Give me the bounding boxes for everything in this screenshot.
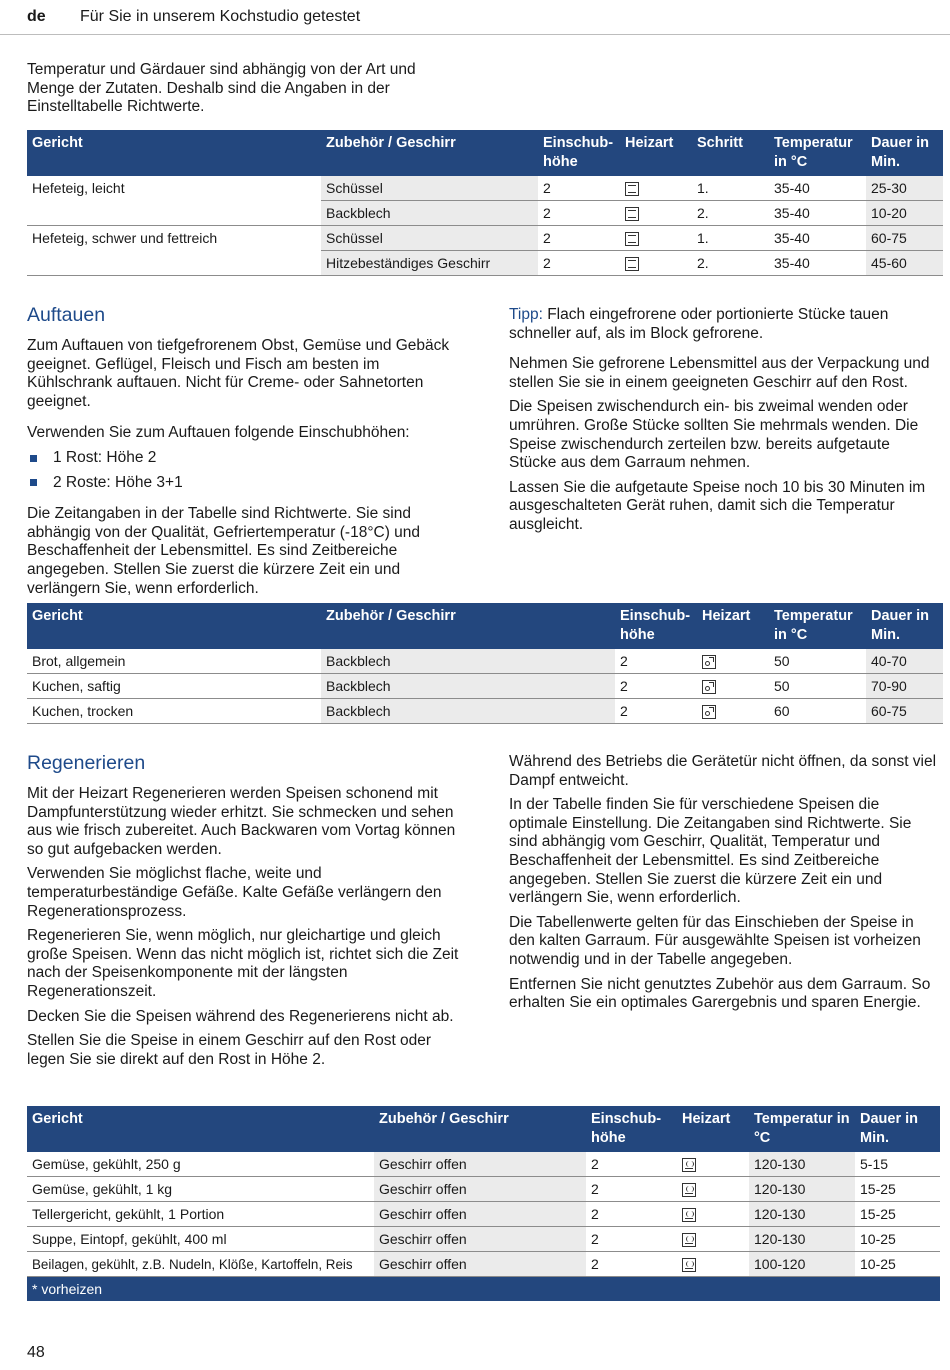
col-header-temperature: Temperatur in °C: [749, 1106, 855, 1152]
cell-duration: 10-20: [866, 201, 943, 226]
col-header-heating: Heizart: [620, 130, 692, 176]
regenerate-icon: [682, 1208, 696, 1222]
defrost-levels-intro: Verwenden Sie zum Auftauen folgende Einschubhöhen:: [27, 424, 410, 442]
table-row: [27, 1202, 940, 1227]
cell-dish: Gemüse, gekühlt, 1 kg: [27, 1177, 374, 1202]
cell-temperature: 35-40: [769, 251, 866, 276]
top-bottom-heat-icon: [625, 257, 639, 271]
regenerate-left-p4: Decken Sie die Speisen während des Regenerierens nicht ab.: [27, 1007, 454, 1025]
cell-duration: 60-75: [866, 226, 943, 251]
defrost-section-right: [509, 306, 941, 535]
col-header-level: Einschub- höhe: [538, 130, 620, 176]
regenerate-icon: [682, 1158, 696, 1172]
cell-heating: [697, 699, 769, 724]
cell-temperature: 120-130: [749, 1202, 855, 1227]
regenerate-right-p2: In der Tabelle finden Sie für verschiedene Speisen die optimale Einstellung. Die Zeitangaben sind Richtwerte. Sie sind abhängig vom Geschirr, Qualität, Temperatur und Beschaffenheit der Lebensmittel. Es sind Zeitbereiche angegeben. Stellen Sie zuerst die kürzere Zeit ein und verlängern Sie, wenn erforderlich.: [509, 796, 912, 907]
cell-dish: Tellergericht, gekühlt, 1 Portion: [27, 1202, 374, 1227]
bullet-icon: [30, 455, 37, 462]
table-row: [27, 251, 943, 276]
table-row: [27, 649, 943, 674]
cell-level: 2: [538, 226, 620, 251]
cell-level: 2: [538, 176, 620, 201]
col-header-duration: Dauer in Min.: [866, 130, 943, 176]
intro-paragraph: Temperatur und Gärdauer sind abhängig von der Art und Menge der Zutaten. Deshalb sind die Angaben in der Einstelltabelle Richtwerte.: [27, 61, 416, 116]
cell-temperature: 50: [769, 649, 866, 674]
cell-level: 2: [586, 1252, 677, 1277]
cell-accessory: Geschirr offen: [374, 1252, 586, 1277]
cell-heating: [620, 251, 692, 276]
defrost-section-left: [27, 304, 467, 598]
cell-accessory: Backblech: [321, 699, 615, 724]
cell-dish: Hefeteig, schwer und fettreich: [32, 230, 218, 247]
cell-temperature: 60: [769, 699, 866, 724]
defrost-table: [27, 603, 943, 724]
regenerate-table: [27, 1106, 940, 1301]
defrost-intro: Zum Auftauen von tiefgefrorenem Obst, Gemüse und Gebäck geeignet. Geflügel, Fleisch und Fisch am besten im Kühlschrank auftauen. Nicht für Creme- oder Sahnetorten geeignet.: [27, 337, 450, 410]
col-header-accessory: Zubehör / Geschirr: [321, 603, 615, 649]
col-header-level: Einschub- höhe: [615, 603, 697, 649]
cell-level: 2: [538, 251, 620, 276]
cell-level: 2: [586, 1202, 677, 1227]
cell-dish: Kuchen, saftig: [27, 674, 321, 699]
cell-level: 2: [615, 649, 697, 674]
cell-level: 2: [615, 674, 697, 699]
cell-heating: [677, 1202, 749, 1227]
cell-step: 2.: [692, 251, 769, 276]
regenerate-icon: [682, 1183, 696, 1197]
table-row: [27, 201, 943, 226]
cell-duration: 60-75: [866, 699, 943, 724]
col-header-dish: Gericht: [27, 603, 321, 649]
cell-temperature: 50: [769, 674, 866, 699]
cell-duration: 45-60: [866, 251, 943, 276]
regenerate-section-right: [509, 753, 941, 1013]
cell-accessory: Backblech: [321, 649, 615, 674]
cell-level: 2: [538, 201, 620, 226]
regenerate-right-p3: Die Tabellenwerte gelten für das Einschieben der Speise in den kalten Garraum. Für ausgewählte Speisen ist vorheizen notwendig und in der Tabelle angegeben.: [509, 913, 921, 968]
regenerate-icon: [682, 1258, 696, 1272]
table-footnote: * vorheizen: [27, 1277, 940, 1302]
table-row: [27, 699, 943, 724]
cell-heating: [620, 176, 692, 201]
col-header-temperature: Temperatur in °C: [769, 130, 866, 176]
table-row: [27, 1252, 940, 1277]
cell-temperature: 35-40: [769, 201, 866, 226]
cell-duration: 15-25: [855, 1177, 940, 1202]
defrost-right-p3: Lassen Sie die aufgetaute Speise noch 10 bis 30 Minuten im ausgeschalteten Gerät ruhen, damit sich die Temperatur ausgleicht.: [509, 478, 926, 533]
defrost-right-p2: Die Speisen zwischendurch ein- bis zweimal wenden oder umrühren. Große Stücke sollten Sie mehrmals wenden. Die Speise zwischendurch zerteilen bzw. bereits aufgetaute Stücke aus dem Garraum nehmen.: [509, 398, 919, 472]
cell-accessory: Geschirr offen: [374, 1152, 586, 1177]
table-row: [27, 674, 943, 699]
cell-dish: Brot, allgemein: [27, 649, 321, 674]
cell-duration: 10-25: [855, 1252, 940, 1277]
regenerate-left-p2: Verwenden Sie möglichst flache, weite und temperaturbeständige Gefäße. Kalte Gefäße verlängern den Regenerationsprozess.: [27, 865, 442, 920]
defrost-icon: [702, 680, 716, 694]
cell-level: 2: [615, 699, 697, 724]
top-bottom-heat-icon: [625, 232, 639, 246]
cell-accessory: Geschirr offen: [374, 1202, 586, 1227]
cell-heating: [677, 1252, 749, 1277]
regenerate-right-p4: Entfernen Sie nicht genutztes Zubehör aus dem Garraum. So erhalten Sie ein optimales Garergebnis und sparen Energie.: [509, 975, 931, 1012]
cell-dish: Kuchen, trocken: [27, 699, 321, 724]
table-row: [27, 226, 943, 251]
table-row: [27, 1227, 940, 1252]
col-header-duration: Dauer in Min.: [866, 603, 943, 649]
regenerate-left-p1: Mit der Heizart Regenerieren werden Speisen schonend mit Dampfunterstützung wieder erhitzt. Sie schmecken und sehen aus wie frisch zubereitet. Auch Backwaren vom Vortag können so gut aufgebacken werden.: [27, 785, 456, 858]
bullet-icon: [30, 479, 37, 486]
cell-accessory: Backblech: [321, 201, 538, 226]
cell-temperature: 120-130: [749, 1227, 855, 1252]
cell-dish: [27, 251, 321, 276]
cell-heating: [620, 226, 692, 251]
regenerate-left-p5: Stellen Sie die Speise in einem Geschirr auf den Rost oder legen Sie sie direkt auf den Rost in Höhe 2.: [27, 1032, 432, 1068]
top-bottom-heat-icon: [625, 182, 639, 196]
section-title-defrost: Auftauen: [27, 304, 106, 326]
list-item: 1 Rost: Höhe 2: [27, 449, 467, 468]
col-header-step: Schritt: [692, 130, 769, 176]
cell-dish: Suppe, Eintopf, gekühlt, 400 ml: [27, 1227, 374, 1252]
defrost-tip: Tipp: Flach eingefrorene oder portionierte Stücke tauen schneller auf, als im Block gefrorene.: [509, 306, 889, 342]
yeast-dough-table: [27, 130, 943, 276]
cell-duration: 15-25: [855, 1202, 940, 1227]
cell-duration: 5-15: [855, 1152, 940, 1177]
cell-dish: Gemüse, gekühlt, 250 g: [27, 1152, 374, 1177]
cell-temperature: 35-40: [769, 226, 866, 251]
cell-accessory: Backblech: [321, 674, 615, 699]
col-header-dish: Gericht: [27, 1106, 374, 1152]
col-header-heating: Heizart: [677, 1106, 749, 1152]
regenerate-section-left: [27, 752, 467, 1069]
cell-level: 2: [586, 1177, 677, 1202]
col-header-dish: Gericht: [27, 130, 321, 176]
header-divider: [0, 34, 950, 35]
cell-accessory: Schüssel: [321, 226, 538, 251]
list-item: 2 Roste: Höhe 3+1: [27, 474, 467, 493]
tip-label: Tipp:: [509, 306, 543, 323]
language-code: de: [27, 8, 46, 25]
cell-heating: [677, 1152, 749, 1177]
defrost-right-p1: Nehmen Sie gefrorene Lebensmittel aus der Verpackung und stellen Sie sie in einem geeigneten Geschirr auf den Rost.: [509, 355, 930, 391]
cell-dish: Hefeteig, leicht: [32, 180, 125, 197]
cell-heating: [620, 201, 692, 226]
cell-temperature: 35-40: [769, 176, 866, 201]
cell-duration: 70-90: [866, 674, 943, 699]
cell-heating: [677, 1227, 749, 1252]
col-header-accessory: Zubehör / Geschirr: [321, 130, 538, 176]
cell-heating: [697, 649, 769, 674]
cell-temperature: 120-130: [749, 1177, 855, 1202]
page-number: 48: [27, 1344, 45, 1361]
cell-duration: 10-25: [855, 1227, 940, 1252]
col-header-temperature: Temperatur in °C: [769, 603, 866, 649]
regenerate-left-p3: Regenerieren Sie, wenn möglich, nur gleichartige und gleich große Speisen. Wenn das nicht möglich ist, richtet sich die Zeit nach der Speisenkomponente mit der längsten Regenerationszeit.: [27, 927, 459, 1000]
cell-temperature: 100-120: [749, 1252, 855, 1277]
cell-heating: [697, 674, 769, 699]
cell-accessory: Hitzebeständiges Geschirr: [321, 251, 538, 276]
defrost-icon: [702, 655, 716, 669]
table-row: [27, 176, 943, 201]
cell-level: 2: [586, 1152, 677, 1177]
cell-temperature: 120-130: [749, 1152, 855, 1177]
cell-duration: 40-70: [866, 649, 943, 674]
cell-dish: [27, 201, 321, 226]
page-header-title: Für Sie in unserem Kochstudio getestet: [80, 8, 361, 25]
section-title-regenerate: Regenerieren: [27, 752, 146, 774]
cell-heating: [677, 1177, 749, 1202]
col-header-heating: Heizart: [697, 603, 769, 649]
defrost-icon: [702, 705, 716, 719]
defrost-time-note: Die Zeitangaben in der Tabelle sind Richtwerte. Sie sind abhängig von der Qualität, Gefriertemperatur (-18°C) und Beschaffenheit der Lebensmittel. Es sind Zeitbereiche angegeben. Stellen Sie zuerst die kürzere Zeit ein und verlängern Sie, wenn erforderlich.: [27, 505, 421, 597]
col-header-accessory: Zubehör / Geschirr: [374, 1106, 586, 1152]
cell-step: 1.: [692, 226, 769, 251]
cell-accessory: Geschirr offen: [374, 1227, 586, 1252]
top-bottom-heat-icon: [625, 207, 639, 221]
cell-level: 2: [586, 1227, 677, 1252]
table-row: [27, 1177, 940, 1202]
table-row: [27, 1152, 940, 1177]
cell-accessory: Schüssel: [321, 176, 538, 201]
cell-step: 2.: [692, 201, 769, 226]
cell-accessory: Geschirr offen: [374, 1177, 586, 1202]
regenerate-icon: [682, 1233, 696, 1247]
cell-duration: 25-30: [866, 176, 943, 201]
col-header-level: Einschub- höhe: [586, 1106, 677, 1152]
regenerate-right-p1: Während des Betriebs die Gerätetür nicht öffnen, da sonst viel Dampf entweicht.: [509, 753, 937, 789]
col-header-duration: Dauer in Min.: [855, 1106, 940, 1152]
cell-step: 1.: [692, 176, 769, 201]
cell-dish: Beilagen, gekühlt, z.B. Nudeln, Klöße, Kartoffeln, Reis: [27, 1252, 374, 1277]
